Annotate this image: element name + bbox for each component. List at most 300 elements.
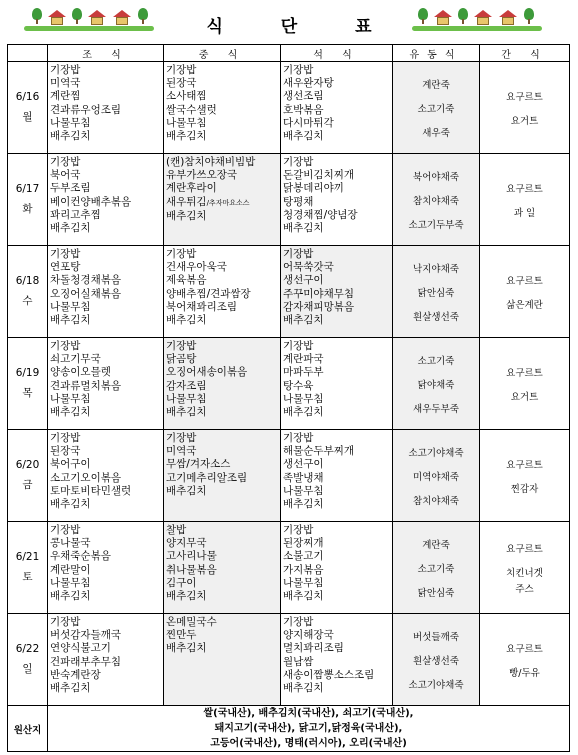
menu-item (166, 590, 280, 603)
menu-item-text: 배추김치 (283, 498, 324, 511)
menu-item-text: 꽈리고추찜 (50, 208, 101, 221)
menu-item (166, 458, 280, 471)
menu-item (50, 104, 163, 117)
menu-item (166, 261, 280, 274)
date-label: 6/16 (15, 91, 40, 103)
weekday-label: 목 (22, 387, 33, 399)
menu-item-text: 양지무국 (166, 537, 207, 550)
fluid-item: 버섯들깨죽 (413, 631, 459, 643)
menu-item-text: 기장밥 (283, 248, 314, 260)
menu-item (283, 248, 392, 261)
menu-item-text: 다시마튀각 (283, 116, 334, 129)
menu-item-text: 닭봉데리야끼 (283, 182, 344, 195)
snack-cell (480, 154, 570, 246)
fluid-item: 소고기죽 (417, 103, 455, 115)
menu-item-text: 기장밥 (50, 432, 81, 444)
menu-item-text: 북어구이 (50, 458, 91, 471)
menu-item-text: 나물무침 (50, 576, 91, 589)
menu-item (166, 340, 280, 353)
lunch-cell (164, 614, 281, 706)
menu-item-text: 나물무침 (283, 392, 324, 405)
menu-item (166, 393, 280, 406)
menu-item (283, 564, 392, 577)
menu-item (283, 432, 392, 445)
fluid-item: 북어야채죽 (413, 171, 459, 183)
menu-item-text: 새우완자탕 (283, 77, 334, 90)
menu-item-text: 기장밥 (166, 432, 197, 444)
menu-item (283, 169, 392, 182)
menu-item (283, 537, 392, 550)
menu-item-text: 고기메추리알조림 (166, 471, 248, 484)
menu-item (50, 577, 163, 590)
fluid-item: 흰살생선죽 (413, 655, 459, 667)
menu-item-text: 배추김치 (166, 314, 207, 327)
menu-item (50, 77, 163, 90)
snack-item: 요구르트 (506, 543, 543, 555)
menu-item-text: 돈갈비김치찌개 (283, 169, 355, 182)
menu-item-text: 탕수육 (283, 379, 314, 392)
menu-item-text: 기장밥 (50, 340, 81, 352)
fluid-item: 닭안심죽 (417, 287, 455, 299)
date-cell (8, 246, 48, 338)
menu-item (283, 458, 392, 471)
snack-cell (480, 614, 570, 706)
menu-item-text: 기장밥 (50, 616, 81, 628)
fluid-item: 계란죽 (422, 539, 450, 551)
weekday-label: 수 (22, 295, 33, 307)
menu-item (166, 104, 280, 117)
page-title: 식 단 표 (206, 17, 398, 37)
snack-item: 요구르트 (506, 367, 543, 379)
menu-item (283, 90, 392, 103)
menu-item-text: 닭곰탕 (166, 353, 197, 366)
menu-item (50, 472, 163, 485)
menu-item (50, 222, 163, 235)
weekday-label: 금 (22, 479, 33, 491)
fluid-item: 참치야채죽 (413, 495, 459, 507)
menu-item (50, 117, 163, 130)
menu-item (50, 64, 163, 77)
menu-item-text: 기장밥 (50, 64, 81, 76)
menu-item-text: 기장밥 (50, 524, 81, 536)
fluid-cell (393, 614, 480, 706)
menu-item-text: 계란후라이 (166, 182, 217, 195)
menu-item (50, 380, 163, 393)
menu-item-text: 감자조림 (166, 379, 207, 392)
menu-item-text: 기장밥 (166, 64, 197, 76)
day-row (8, 246, 570, 338)
menu-item (50, 182, 163, 195)
menu-item (283, 629, 392, 642)
menu-item (283, 314, 392, 327)
date-cell (8, 154, 48, 246)
menu-item-text: 된장국 (166, 77, 197, 90)
menu-item (283, 498, 392, 511)
snack-cell (480, 522, 570, 614)
menu-item-text: 양송이오믈렛 (50, 366, 111, 379)
menu-item (166, 642, 280, 655)
menu-item (50, 656, 163, 669)
menu-item-text: 반숙계란장 (50, 668, 101, 681)
weekday-label: 일 (22, 663, 33, 675)
menu-item (166, 156, 280, 169)
menu-item (166, 274, 280, 287)
origin-line: 돼지고기(국내산), 닭고기,닭정육(국내산), (214, 723, 403, 734)
column-header-breakfast: 조 식 (48, 45, 164, 62)
menu-item (50, 498, 163, 511)
menu-item-text: 우채죽순볶음 (50, 550, 111, 563)
menu-item-text: (캔)참치야채비빔밥 (166, 156, 256, 168)
snack-item: 요거트 (510, 115, 539, 127)
lunch-cell (164, 154, 281, 246)
fluid-item: 소고기죽 (417, 563, 455, 575)
menu-item (166, 314, 280, 327)
menu-item-text: 마파두부 (283, 366, 324, 379)
menu-item-text: 무쌈/겨자소스 (166, 458, 231, 471)
date-label: 6/21 (15, 551, 40, 563)
menu-item-text: 연포탕 (50, 261, 81, 274)
menu-item (50, 209, 163, 222)
menu-item (166, 537, 280, 550)
fluid-item: 계란죽 (422, 79, 450, 91)
weekday-label: 화 (22, 203, 33, 215)
menu-item-text: 고사리나물 (166, 550, 217, 563)
breakfast-cell (48, 614, 164, 706)
lunch-cell (164, 62, 281, 154)
menu-item-text: 감자채피망볶음 (283, 300, 355, 313)
menu-item (283, 274, 392, 287)
date-label: 6/18 (15, 275, 40, 287)
menu-item (50, 90, 163, 103)
menu-item-text: 기장밥 (166, 340, 197, 352)
origin-info (48, 706, 570, 752)
menu-item-text: 배추김치 (166, 209, 207, 222)
snack-item: 요구르트 (506, 459, 543, 471)
weekday-label: 월 (22, 111, 33, 123)
menu-item-text: 나물무침 (50, 116, 91, 129)
menu-item-text: 새송이짬뽕소스조림 (283, 668, 375, 681)
menu-item-text: 배추김치 (166, 590, 207, 603)
breakfast-cell (48, 154, 164, 246)
header-banner (0, 0, 578, 42)
menu-item-text: 배추김치 (283, 130, 324, 143)
menu-item-text: 쇠고기무국 (50, 353, 101, 366)
snack-item: 요구르트 (506, 643, 543, 655)
fluid-item: 소고기야채죽 (408, 447, 464, 459)
menu-item (50, 196, 163, 209)
menu-item (50, 629, 163, 642)
menu-item-text: 소사태찜 (166, 90, 207, 103)
column-header-fluid: 유동식 (393, 45, 480, 62)
snack-item: 요거트 (510, 391, 539, 403)
menu-item-text: 제육볶음 (166, 274, 207, 287)
menu-item (166, 577, 280, 590)
menu-item (166, 353, 280, 366)
dinner-cell (281, 522, 393, 614)
menu-item (283, 64, 392, 77)
menu-item (283, 156, 392, 169)
menu-item-text: 건파래부추무침 (50, 655, 122, 668)
menu-item (166, 288, 280, 301)
menu-item-text: 오징어실채볶음 (50, 287, 122, 300)
fluid-item: 미역야채죽 (413, 471, 459, 483)
menu-table (7, 44, 570, 752)
fluid-item: 소고기야채죽 (408, 679, 464, 691)
menu-item-text: 두부조림 (50, 182, 91, 195)
menu-item (283, 616, 392, 629)
fluid-item: 참치야채죽 (413, 195, 459, 207)
menu-item-text: 계란찜 (50, 90, 81, 103)
menu-item (50, 524, 163, 537)
breakfast-cell (48, 62, 164, 154)
menu-item (166, 182, 280, 195)
menu-item-text: 배추김치 (50, 406, 91, 419)
menu-item-text: 찐만두 (166, 629, 197, 642)
menu-item (166, 524, 280, 537)
snack-item: 빵/두유 (509, 667, 540, 679)
menu-item-text: 청경채찜/양념장 (283, 208, 358, 221)
menu-item-text: 미역국 (166, 445, 197, 458)
day-row (8, 522, 570, 614)
menu-item (50, 458, 163, 471)
menu-item-text: 미역국 (50, 77, 81, 90)
menu-item (50, 366, 163, 379)
snack-cell (480, 430, 570, 522)
origin-line: 고등어(국내산), 명태(러시아), 오리(국내산) (210, 738, 407, 749)
menu-item (283, 682, 392, 695)
menu-item-text: 버섯감자들깨국 (50, 629, 122, 642)
menu-item-text: 어묵쑥갓국 (283, 261, 334, 274)
menu-item-text: 배추김치 (50, 130, 91, 143)
origin-line: 쌀(국내산), 배추김치(국내산), 쇠고기(국내산), (203, 708, 414, 719)
fluid-item: 흰살생선죽 (413, 311, 459, 323)
menu-item-text: 생선구이 (283, 274, 324, 287)
dinner-cell (281, 246, 393, 338)
menu-item-text: 기장밥 (283, 340, 314, 352)
menu-item-text: 양지해장국 (283, 629, 334, 642)
menu-item (50, 353, 163, 366)
menu-item-text: 건새우아욱국 (166, 261, 227, 274)
menu-item-text: 기장밥 (50, 156, 81, 168)
menu-item (50, 156, 163, 169)
menu-item (283, 485, 392, 498)
menu-item-text: 배추김치 (283, 590, 324, 603)
date-cell (8, 62, 48, 154)
menu-item (283, 104, 392, 117)
menu-item (166, 445, 280, 458)
menu-item-text: 북어국 (50, 169, 81, 182)
menu-item (283, 117, 392, 130)
menu-item-text: 나물무침 (283, 576, 324, 589)
date-label: 6/20 (15, 459, 40, 471)
snack-cell (480, 246, 570, 338)
dinner-cell (281, 154, 393, 246)
menu-item (283, 590, 392, 603)
menu-item-text: 기장밥 (283, 156, 314, 168)
column-header-dinner: 석 식 (281, 45, 393, 62)
menu-item (166, 77, 280, 90)
menu-item (283, 445, 392, 458)
menu-item (50, 248, 163, 261)
menu-item-text: 양배추찜/견과쌈장 (166, 287, 251, 300)
menu-item-text: 배추김치 (166, 406, 207, 419)
menu-item (283, 288, 392, 301)
breakfast-cell (48, 522, 164, 614)
fluid-cell (393, 430, 480, 522)
menu-item (283, 301, 392, 314)
menu-item (166, 629, 280, 642)
menu-item (283, 340, 392, 353)
menu-item-text: 배추김치 (283, 314, 324, 327)
menu-item-text: 연양식불고기 (50, 642, 111, 655)
menu-item (283, 406, 392, 419)
menu-item (166, 196, 280, 210)
menu-item-text: 기장밥 (50, 248, 81, 260)
menu-item-text: 가지볶음 (283, 563, 324, 576)
menu-item (166, 301, 280, 314)
menu-item (283, 577, 392, 590)
menu-item (50, 564, 163, 577)
fluid-cell (393, 338, 480, 430)
menu-item-text: 배추김치 (166, 642, 207, 655)
menu-item (166, 406, 280, 419)
menu-item-text: 배추김치 (283, 406, 324, 419)
menu-item (283, 472, 392, 485)
fluid-item: 닭안심죽 (417, 587, 455, 599)
menu-item-text: 견과류멸치볶음 (50, 379, 122, 392)
menu-item-text: 기장밥 (283, 64, 314, 76)
menu-item (50, 288, 163, 301)
fluid-item: 새우두부죽 (413, 403, 459, 415)
menu-item-text: 소불고기 (283, 550, 324, 563)
menu-item (166, 248, 280, 261)
menu-item-text: 취나물볶음 (166, 563, 217, 576)
menu-item-text: 온메밀국수 (166, 616, 217, 628)
menu-item-text: 해물순두부찌개 (283, 445, 355, 458)
menu-item-text: 나물무침 (50, 300, 91, 313)
breakfast-cell (48, 338, 164, 430)
menu-item (50, 590, 163, 603)
menu-item (283, 393, 392, 406)
menu-item (50, 682, 163, 695)
menu-item (50, 169, 163, 182)
menu-item-text: 북어채꽈리조림 (166, 300, 238, 313)
date-label: 6/22 (15, 643, 40, 655)
fluid-item: 새우죽 (422, 127, 450, 139)
lunch-cell (164, 430, 281, 522)
menu-item-text: 배추김치 (50, 314, 91, 327)
weekday-label: 토 (22, 571, 33, 583)
lunch-cell (164, 522, 281, 614)
menu-item-text: 된장국 (50, 445, 81, 458)
menu-item-text: 소고기오이볶음 (50, 471, 122, 484)
snack-item: 치킨너겟 (506, 567, 543, 579)
snack-cell (480, 62, 570, 154)
menu-item-text: 생선구이 (283, 458, 324, 471)
menu-item-text: 된장찌개 (283, 537, 324, 550)
menu-item-text: 족발냉채 (283, 471, 324, 484)
menu-item (166, 485, 280, 498)
menu-item (50, 314, 163, 327)
menu-item (166, 366, 280, 379)
menu-item-text: 쌀국수샐럿 (166, 103, 217, 116)
menu-item-text: 유부가쓰오장국 (166, 169, 238, 182)
snack-cell (480, 338, 570, 430)
origin-row (8, 706, 570, 752)
lunch-cell (164, 246, 281, 338)
menu-item-text: 계란말이 (50, 563, 91, 576)
menu-item-text: 멸치꽈리조림 (283, 642, 344, 655)
header-row (8, 45, 570, 62)
day-row (8, 62, 570, 154)
menu-item-text: 오징어새송이볶음 (166, 366, 248, 379)
date-label: 6/19 (15, 367, 40, 379)
corner-cell (8, 45, 48, 62)
menu-item (166, 130, 280, 143)
menu-item-text: 기장밥 (283, 524, 314, 536)
menu-item (50, 537, 163, 550)
fluid-item: 닭야채죽 (417, 379, 455, 391)
menu-item (166, 432, 280, 445)
menu-item (166, 117, 280, 130)
menu-item-text: 계란파국 (283, 353, 324, 366)
menu-item-text: 기장밥 (283, 616, 314, 628)
snack-item: 요구르트 (506, 275, 543, 287)
menu-item (50, 616, 163, 629)
date-cell (8, 338, 48, 430)
menu-item (283, 550, 392, 563)
menu-item (283, 366, 392, 379)
fluid-item: 소고기두부죽 (408, 219, 464, 231)
day-row (8, 614, 570, 706)
lunch-cell (164, 338, 281, 430)
menu-item (50, 130, 163, 143)
fluid-cell (393, 62, 480, 154)
menu-item (50, 550, 163, 563)
menu-item (50, 274, 163, 287)
menu-item (283, 182, 392, 195)
menu-item-text: 배추김치 (166, 484, 207, 497)
menu-item-text: 월남쌈 (283, 655, 314, 668)
menu-item (283, 380, 392, 393)
day-row (8, 154, 570, 246)
dinner-cell (281, 62, 393, 154)
menu-item-text: 배추김치 (283, 682, 324, 695)
menu-item (50, 432, 163, 445)
column-header-lunch: 중 식 (164, 45, 281, 62)
menu-item-text: 김구이 (166, 576, 197, 589)
fluid-item: 낙지야채죽 (413, 263, 459, 275)
menu-item (283, 642, 392, 655)
menu-item-text: 기장밥 (283, 432, 314, 444)
menu-item-text: 나물무침 (283, 484, 324, 497)
menu-item (166, 564, 280, 577)
snack-item: 요구르트 (506, 91, 543, 103)
menu-item (283, 669, 392, 682)
menu-item (283, 196, 392, 209)
menu-item-text: 배추김치 (283, 222, 324, 235)
menu-item-text: 배추김치 (50, 682, 91, 695)
date-cell (8, 430, 48, 522)
menu-item-text: 콩나물국 (50, 537, 91, 550)
menu-item (50, 261, 163, 274)
menu-item (283, 261, 392, 274)
menu-item-text: 기장밥 (166, 248, 197, 260)
menu-item-text: 토마토비타민샐럿 (50, 484, 132, 497)
dinner-cell (281, 430, 393, 522)
day-row (8, 338, 570, 430)
menu-item-text: 호박볶음 (283, 103, 324, 116)
